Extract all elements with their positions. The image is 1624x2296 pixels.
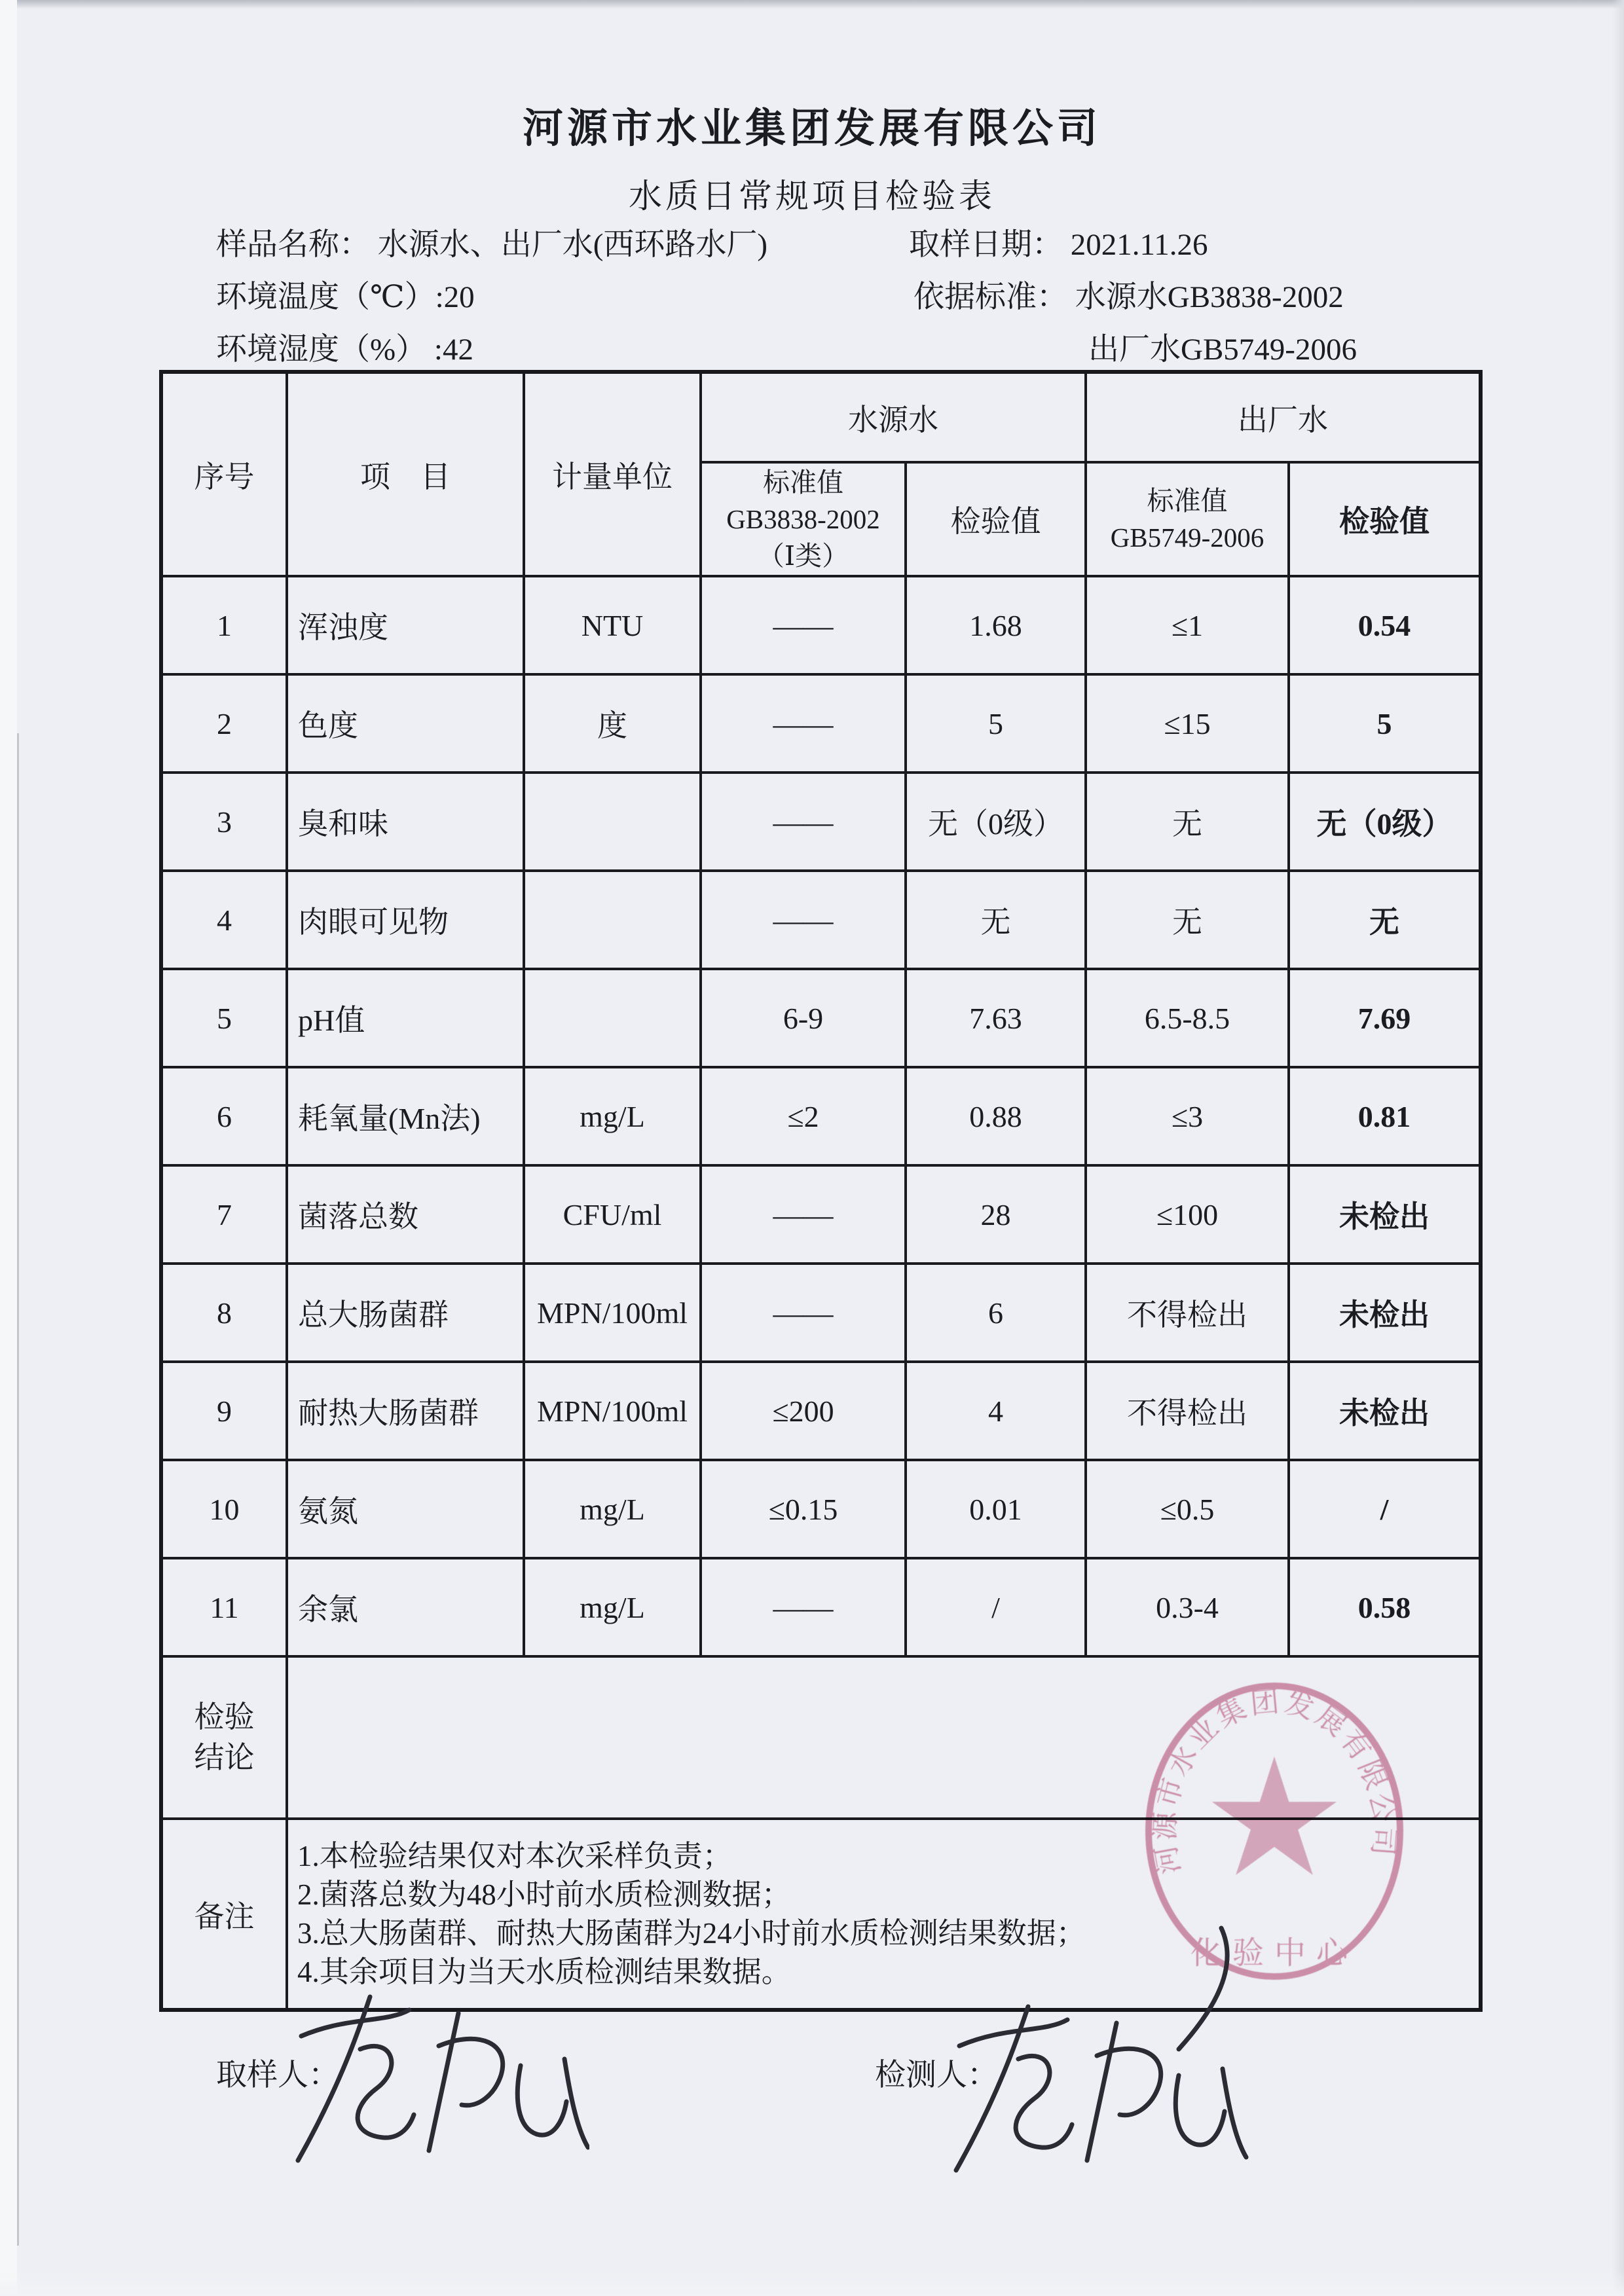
col-header-factory-value: 检验值 — [1289, 462, 1481, 576]
row-source-value: 1.68 — [906, 576, 1086, 674]
row-unit: 度 — [524, 674, 701, 773]
row-item: 耐热大肠菌群 — [287, 1362, 524, 1460]
row-source-value: 6 — [906, 1264, 1086, 1362]
row-unit: mg/L — [524, 1460, 701, 1558]
row-factory-standard: ≤3 — [1086, 1067, 1289, 1165]
scan-edge-left — [0, 0, 17, 2296]
row-factory-value: 5 — [1289, 674, 1481, 773]
row-factory-value: 未检出 — [1289, 1264, 1481, 1362]
standard-basis-factory-water: 出厂水GB5749-2006 — [1088, 333, 1357, 367]
table-row — [161, 969, 1481, 1067]
col-header-factory-standard — [1086, 462, 1289, 576]
table-row — [161, 1264, 1481, 1362]
row-no: 10 — [161, 1460, 287, 1558]
row-unit: MPN/100ml — [524, 1362, 701, 1460]
row-source-value: 7.63 — [906, 969, 1086, 1067]
row-no: 9 — [161, 1362, 287, 1460]
factory-standard-line2: GB5749-2006 — [1110, 522, 1264, 553]
sampler-signature — [262, 1987, 589, 2196]
row-factory-standard: ≤0.5 — [1086, 1460, 1289, 1558]
row-no: 3 — [161, 773, 287, 871]
source-standard-line1: 标准值 — [763, 467, 843, 498]
row-factory-value: 未检出 — [1289, 1165, 1481, 1264]
note-line: 1.本检验结果仅对本次采样负责； — [297, 1839, 732, 1872]
table-row — [161, 1460, 1481, 1558]
row-item: 色度 — [287, 674, 524, 773]
row-source-standard: —— — [701, 1558, 906, 1656]
company-title: 河源市水业集团发展有限公司 — [522, 107, 1101, 151]
note-line: 4.其余项目为当天水质检测结果数据。 — [297, 1955, 791, 1988]
note-line: 2.菌落总数为48小时前水质检测数据； — [297, 1878, 791, 1911]
col-header-item: 项 目 — [287, 372, 524, 576]
row-source-value: / — [906, 1558, 1086, 1656]
row-item: 余氯 — [287, 1558, 524, 1656]
sample-name: 样品名称： 水源水、出厂水(西环路水厂) — [216, 228, 768, 262]
row-source-standard: ≤200 — [701, 1362, 906, 1460]
row-factory-standard: 0.3-4 — [1086, 1558, 1289, 1656]
row-source-standard: —— — [701, 674, 906, 773]
row-unit: mg/L — [524, 1558, 701, 1656]
table-row — [161, 871, 1481, 969]
col-header-source-standard — [701, 462, 906, 576]
document-title: 水质日常规项目检验表 — [628, 179, 995, 215]
row-factory-standard: 无 — [1086, 773, 1289, 871]
row-factory-standard: ≤15 — [1086, 674, 1289, 773]
conclusion-label-line2: 结论 — [194, 1741, 255, 1774]
row-source-standard: —— — [701, 773, 906, 871]
ambient-temperature: 环境温度（℃）:20 — [216, 280, 475, 314]
row-no: 5 — [161, 969, 287, 1067]
row-source-standard: ≤2 — [701, 1067, 906, 1165]
row-unit — [524, 969, 701, 1067]
row-no: 11 — [161, 1558, 287, 1656]
table-row — [161, 773, 1481, 871]
table-row — [161, 674, 1481, 773]
row-item: 菌落总数 — [287, 1165, 524, 1264]
row-item: 总大肠菌群 — [287, 1264, 524, 1362]
col-header-no: 序号 — [161, 372, 287, 576]
source-standard-line3: （Ⅰ类） — [757, 541, 849, 571]
group-header-factory-water: 出厂水 — [1086, 372, 1481, 462]
row-factory-value: 0.58 — [1289, 1558, 1481, 1656]
row-item: 肉眼可见物 — [287, 871, 524, 969]
row-item: 氨氮 — [287, 1460, 524, 1558]
row-source-standard: 6-9 — [701, 969, 906, 1067]
row-factory-value: 无（0级） — [1289, 773, 1481, 871]
row-source-value: 无（0级） — [906, 773, 1086, 871]
row-item: 耗氧量(Mn法) — [287, 1067, 524, 1165]
row-no: 8 — [161, 1264, 287, 1362]
row-factory-value: 未检出 — [1289, 1362, 1481, 1460]
row-no: 7 — [161, 1165, 287, 1264]
ambient-humidity: 环境湿度（%） :42 — [216, 333, 473, 367]
row-source-standard: ≤0.15 — [701, 1460, 906, 1558]
stamp-ring-text: 河源市水业集团发展有限公司 — [1149, 1685, 1401, 1877]
col-header-source-value: 检验值 — [906, 462, 1086, 576]
table-row — [161, 1362, 1481, 1460]
row-factory-standard: ≤1 — [1086, 576, 1289, 674]
sampling-date: 取样日期： 2021.11.26 — [909, 228, 1208, 262]
conclusion-label — [161, 1656, 287, 1819]
scan-edge-left-line — [17, 733, 19, 2246]
scan-edge-bottom — [0, 2270, 1624, 2296]
row-source-value: 5 — [906, 674, 1086, 773]
conclusion-label-line1: 检验 — [194, 1700, 255, 1734]
row-unit: CFU/ml — [524, 1165, 701, 1264]
row-unit — [524, 773, 701, 871]
row-item: 臭和味 — [287, 773, 524, 871]
row-no: 6 — [161, 1067, 287, 1165]
row-factory-value: 无 — [1289, 871, 1481, 969]
col-header-unit: 计量单位 — [524, 372, 701, 576]
row-source-standard: —— — [701, 1264, 906, 1362]
table-row — [161, 1067, 1481, 1165]
row-source-standard: —— — [701, 871, 906, 969]
row-no: 2 — [161, 674, 287, 773]
row-unit — [524, 871, 701, 969]
row-unit: MPN/100ml — [524, 1264, 701, 1362]
row-factory-standard: 6.5-8.5 — [1086, 969, 1289, 1067]
table-row — [161, 576, 1481, 674]
factory-standard-line1: 标准值 — [1147, 486, 1228, 516]
notes-label: 备注 — [161, 1819, 287, 2010]
row-source-standard: —— — [701, 576, 906, 674]
scan-edge-right — [1612, 0, 1624, 2296]
row-factory-value: / — [1289, 1460, 1481, 1558]
sampler-label: 取样人： — [216, 2058, 339, 2092]
row-no: 4 — [161, 871, 287, 969]
row-factory-value: 0.54 — [1289, 576, 1481, 674]
table-row — [161, 1165, 1481, 1264]
stamp-star-icon — [1212, 1757, 1337, 1875]
row-factory-standard: ≤100 — [1086, 1165, 1289, 1264]
row-factory-value: 0.81 — [1289, 1067, 1481, 1165]
row-source-value: 4 — [906, 1362, 1086, 1460]
tester-signature — [920, 1918, 1261, 2206]
row-factory-value: 7.69 — [1289, 969, 1481, 1067]
row-source-standard: —— — [701, 1165, 906, 1264]
scan-edge-top — [0, 0, 1624, 9]
note-line: 3.总大肠菌群、耐热大肠菌群为24小时前水质检测结果数据； — [297, 1916, 1086, 1950]
row-source-value: 0.01 — [906, 1460, 1086, 1558]
row-source-value: 28 — [906, 1165, 1086, 1264]
row-factory-standard: 不得检出 — [1086, 1264, 1289, 1362]
row-factory-standard: 无 — [1086, 871, 1289, 969]
stamp-center-text: 化验中心 — [1190, 1936, 1359, 1971]
table-group-header-row — [161, 372, 1481, 462]
row-unit: mg/L — [524, 1067, 701, 1165]
row-item: pH值 — [287, 969, 524, 1067]
standard-basis-source-water: 依据标准： 水源水GB3838-2002 — [913, 280, 1344, 314]
source-standard-line2: GB3838-2002 — [726, 504, 880, 534]
row-source-value: 无 — [906, 871, 1086, 969]
row-source-value: 0.88 — [906, 1067, 1086, 1165]
row-no: 1 — [161, 576, 287, 674]
row-factory-standard: 不得检出 — [1086, 1362, 1289, 1460]
tester-label: 检测人： — [875, 2058, 998, 2092]
table-row — [161, 1558, 1481, 1656]
group-header-source-water: 水源水 — [701, 372, 1086, 462]
row-unit: NTU — [524, 576, 701, 674]
row-item: 浑浊度 — [287, 576, 524, 674]
